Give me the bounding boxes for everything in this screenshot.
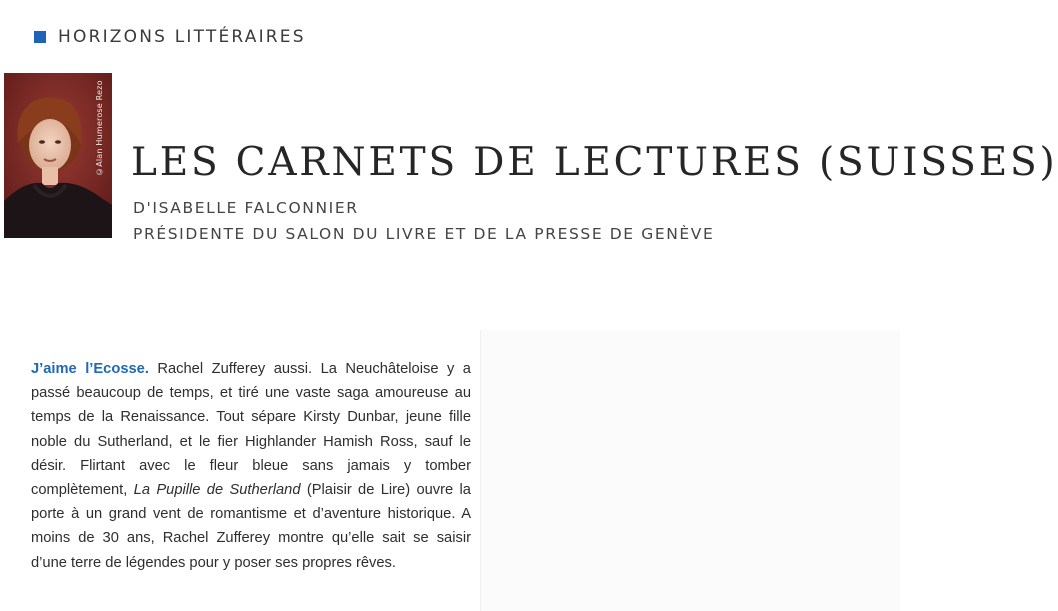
author-byline: D'ISABELLE FALCONNIER (133, 199, 359, 217)
section-rubric (34, 27, 306, 47)
background-area (480, 330, 900, 611)
rubric-label: HORIZONS LITTÉRAIRES (58, 27, 306, 47)
book-title: La Pupille de Sutherland (133, 482, 301, 499)
rubric-square-icon (34, 31, 46, 43)
author-role: PRÉSIDENTE DU SALON DU LIVRE ET DE LA PRESSE DE GENÈVE (133, 225, 715, 243)
photo-credit: ©Alan Humerose Rezo (95, 80, 104, 176)
page-title: LES CARNETS DE LECTURES (SUISSES) (131, 140, 1058, 185)
article-body (31, 357, 471, 575)
article-text-part-2: (Plaisir de Lire) ouvre la porte à un grand vent de romantisme et d’aventure historique. A moins de 30 ans, Rachel Zufferey montre qu’elle sait se saisir d’une terre de légendes pour y poser ses propres rêves. (31, 482, 471, 571)
article-lead: J’aime l’Ecosse. (31, 361, 149, 377)
article-text-part-1: Rachel Zufferey aussi. La Neuchâteloise y a passé beaucoup de temps, et tiré une vaste saga amoureuse au temps de la Renaissance. Tout sépare Kirsty Dunbar, jeune fille noble du Sutherland, et le fier Highlander Hamish Ross, sauf le désir. Flirtant avec le fleur bleue sans jamais y tomber complètement, (31, 361, 471, 499)
